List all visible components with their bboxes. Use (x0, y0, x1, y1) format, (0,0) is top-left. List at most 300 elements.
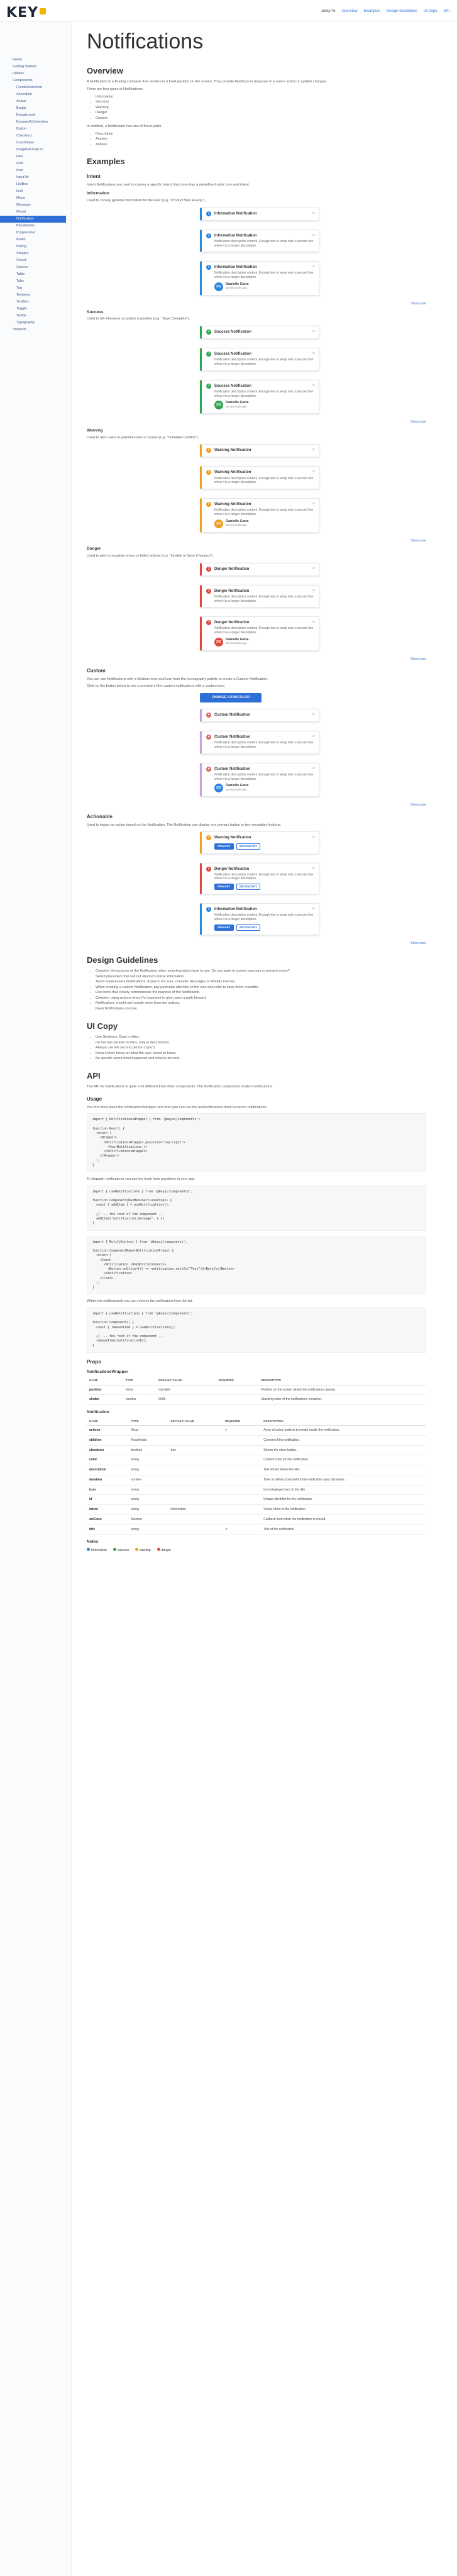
usage-text-3: Within the notificationId you can remove the notification from the list. (87, 1299, 193, 1304)
show-code-link[interactable]: Show code (410, 420, 426, 425)
table-cell: position (87, 1385, 123, 1395)
ui-copy-heading: UI Copy (87, 1021, 118, 1031)
list-item: • Select placement that will not obstruct critical information. (96, 975, 426, 980)
custom-demo (200, 709, 319, 797)
column-header: DEFAULT VALUE (156, 1377, 216, 1385)
notification-card (200, 348, 319, 371)
sidebar-item-breadcrumb[interactable]: Breadcrumb (16, 113, 36, 117)
table-cell: Time in milliseconds before the notification auto dismisses. (261, 1475, 426, 1485)
avatar: DG (214, 282, 223, 291)
list-item: • Information (96, 95, 426, 100)
sidebar-item-table[interactable]: Table (16, 272, 25, 276)
user-name: Danielle Gana (226, 784, 249, 788)
sidebar-item-utilities[interactable]: Utilities (13, 72, 25, 75)
table-cell: Array of action buttons to render inside the notification. (261, 1426, 426, 1436)
warning-icon: ! (206, 448, 211, 453)
notification-user (214, 638, 314, 647)
table-cell (223, 1455, 261, 1465)
table-cell: Title of the notification. (261, 1524, 426, 1535)
types-intro: There are four types of Notifications: (87, 87, 144, 91)
table-row (87, 1426, 426, 1436)
logo[interactable]: KEY (6, 4, 46, 23)
close-icon[interactable]: × (312, 713, 315, 718)
sidebar-item-menu[interactable]: Menu (16, 196, 25, 200)
column-header: TYPE (129, 1418, 168, 1426)
table-cell: string (129, 1524, 168, 1535)
sidebar-item-select[interactable]: Select (16, 258, 26, 262)
custom-heading: Custom (87, 667, 106, 674)
table-cell: string (129, 1485, 168, 1495)
table-cell: function (129, 1514, 168, 1524)
avatar: DG (214, 638, 223, 647)
custom-icon: ♥ (206, 767, 211, 772)
table-cell (216, 1395, 259, 1405)
legend-item (157, 1548, 172, 1553)
list-item: • When creating a custom Notification, pay particular attention to the icon and color to keep them readable. (96, 985, 426, 991)
notification-card (200, 498, 319, 533)
notification-description: Notification description content. Enough text to wrap onto a second line when it is a longer description. (214, 913, 314, 922)
table-cell: ✔ (223, 1524, 261, 1535)
primary-action-button[interactable]: PRIMARY (214, 884, 234, 890)
success-text: Used to tell whenever an action is positive (e.g. "Save Complete"). (87, 317, 190, 321)
success-heading: Success (87, 309, 104, 314)
top-nav-examples[interactable]: Examples (363, 9, 380, 13)
table-cell: Unique identifier for the notification. (261, 1495, 426, 1505)
table-cell: title (87, 1524, 129, 1535)
notification-card (200, 326, 319, 339)
information-text: Used to convey general information for the user (e.g. "Product Was Ready"). (87, 199, 206, 203)
table-cell (168, 1465, 222, 1475)
types-list (96, 95, 426, 121)
table-cell: onClose (87, 1514, 129, 1524)
api-text: The API for Notifications is quite a bit different from other components. The Notification component renders notifications. (87, 1085, 273, 1089)
column-header: DEFAULT VALUE (168, 1418, 222, 1426)
danger-demo (200, 563, 319, 651)
table-cell: string (129, 1455, 168, 1465)
information-icon: i (206, 265, 211, 270)
sidebar-item-flex[interactable]: Flex (16, 155, 23, 158)
notification-title: Custom Notification (214, 713, 250, 718)
code-block: import { useNotifications } from '@keyui/components'; function Component() { const { removeItem } = useNotifications(); // ... the rest of the component ... removeItem(notificationId); } (87, 1307, 426, 1353)
page-title: Notifications (87, 30, 204, 53)
notification-card (200, 380, 319, 414)
secondary-action-button[interactable]: SECONDARY (236, 843, 261, 850)
show-code-link[interactable]: Show code (410, 538, 426, 543)
notification-title: Information Notification (214, 908, 257, 912)
top-nav-overview[interactable]: Overview (341, 9, 358, 13)
show-code-link[interactable]: Show code (410, 301, 426, 306)
uicopy-list (96, 1035, 426, 1062)
table-row (87, 1495, 426, 1505)
sidebar-item-getting started[interactable]: Getting Started (13, 65, 36, 69)
notification-card (200, 261, 319, 296)
notification-description: Notification description content. Enough text to wrap onto a second line when it is a longer description. (214, 626, 314, 635)
legend-item (135, 1548, 151, 1553)
table-cell: Visual intent of the notification. (261, 1505, 426, 1515)
legend-dot-icon (113, 1548, 116, 1551)
notification-title: Information Notification (214, 233, 257, 238)
danger-icon: ! (206, 567, 211, 572)
custom-text: You can use Notifications with a Medium tone and Icon from the Iconography palette to create a Custom Notification. (87, 677, 268, 681)
sidebar-item-accordion[interactable]: Accordion (16, 92, 32, 96)
table-cell (168, 1514, 222, 1524)
actionable-demo (200, 831, 319, 935)
sidebar-item-countdown[interactable]: Countdown (16, 141, 35, 145)
user-time: 32 seconds ago (226, 642, 247, 646)
danger-heading: Danger (87, 547, 101, 552)
close-icon[interactable]: × (312, 735, 315, 740)
notification-description: Notification description content. Enough text to wrap onto a second line when it is a longer description. (214, 476, 314, 485)
notification-card (200, 831, 319, 853)
sidebar-item-checkbox[interactable]: Checkbox (16, 134, 32, 138)
table-cell: string (129, 1495, 168, 1505)
list-item: • Custom (96, 116, 426, 121)
table-cell: children (87, 1435, 129, 1445)
table-cell: ✔ (223, 1426, 261, 1436)
usage-text-2: To dispatch notifications you use the hook from anywhere in your app. (87, 1177, 195, 1182)
close-icon[interactable]: × (312, 330, 315, 334)
code-block: import { useNotifications } from '@keyui/components'; function Component(NavMenuSectionsProps) { const { addItem } = useNotifications(); // ... the rest of the component ... addItem("notification.message", { }) } (87, 1185, 426, 1231)
sidebar-item-tabs[interactable]: Tabs (16, 279, 24, 283)
user-info (226, 638, 248, 647)
user-info (226, 401, 248, 409)
table-cell: Stacking order of the notifications container. (258, 1395, 426, 1405)
table-row (87, 1485, 426, 1495)
table-cell: icon (87, 1485, 129, 1495)
list-item: • Consider the purpose of the Notification when selecting which type to use. Do you want to convey success or present errors? (96, 969, 426, 974)
secondary-action-button[interactable]: SECONDARY (236, 884, 261, 890)
notification-title: Warning Notification (214, 448, 251, 453)
notification-description: Notification description content. Enough text to wrap onto a second line when it is a longer description. (214, 508, 314, 516)
close-icon[interactable]: × (312, 233, 315, 238)
notification-card (200, 208, 319, 221)
code-block: import { NotificationsWrapper } from '@keyui/components'; function Root() { return ( <Wrapper> <NotificationsWrapper position="top-right"> <YourNotifications /> </NotificationsWrapper> </Wrapper> ); } (87, 1113, 426, 1172)
user-info (226, 519, 248, 528)
sidebar-item-toggle[interactable]: Toggle (16, 307, 27, 311)
top-nav-label: Jump To (321, 9, 336, 13)
notification-card (200, 616, 319, 651)
information-demo (200, 208, 319, 296)
warning-demo (200, 444, 319, 532)
notification-title: Danger Notification (214, 589, 250, 593)
notification-card (200, 585, 319, 608)
actionable-heading: Actionable (87, 814, 113, 820)
table-cell: Text shown below the title. (261, 1465, 426, 1475)
warning-text: Used to alert users to potential risks or issues (e.g. "Schedule Conflict"). (87, 435, 199, 440)
table-cell: color (87, 1455, 129, 1465)
close-icon[interactable]: × (312, 211, 315, 216)
notification-title: Success Notification (214, 330, 252, 334)
intent-text: Intent Notifications are used to convey a specific intent. Each one has a predefined color, icon and intent. (87, 182, 250, 187)
sidebar-item-rating[interactable]: Rating (16, 245, 27, 248)
table-cell (168, 1455, 222, 1465)
notification-card (200, 763, 319, 797)
sidebar-item-textarea[interactable]: Textarea (16, 293, 30, 297)
list-item: • Success (96, 100, 426, 105)
primary-action-button[interactable]: PRIMARY (214, 843, 234, 850)
table-row (87, 1445, 426, 1455)
notification-description: Notification description content. Enough text to wrap onto a second line when it is a longer description. (214, 872, 314, 881)
top-nav-design[interactable]: Design Guidelines (386, 9, 417, 13)
notification-description: Notification description content. Enough text to wrap onto a second line when it is a longer description. (214, 772, 314, 781)
notification-title: Danger Notification (214, 621, 250, 625)
close-icon[interactable]: × (312, 907, 315, 912)
close-icon[interactable]: × (312, 470, 315, 475)
table-cell: Shows the close button. (261, 1445, 426, 1455)
avatar: DG (214, 401, 223, 409)
main-content (87, 28, 426, 1553)
sidebar-item-typography[interactable]: Typography (16, 321, 35, 325)
table-cell (223, 1475, 261, 1485)
sidebar-item-home[interactable]: Home (13, 58, 22, 62)
table-row (87, 1514, 426, 1524)
table-cell: top-right (156, 1385, 216, 1395)
warning-icon: ! (206, 470, 211, 475)
sidebar-item-avatar[interactable]: Avatar (16, 99, 27, 103)
table-cell: string (123, 1385, 156, 1395)
notification-card (200, 466, 319, 489)
table-cell: Array (129, 1426, 168, 1436)
table-cell (223, 1505, 261, 1515)
table-cell: zIndex (87, 1395, 123, 1405)
notification-description: Notification description content. Enough text to wrap onto a second line when it is a longer description. (214, 239, 314, 248)
notification-title: Custom Notification (214, 735, 250, 740)
close-icon[interactable]: × (312, 265, 315, 270)
table-cell: Icon displayed next to the title. (261, 1485, 426, 1495)
user-time: 32 seconds ago (226, 287, 247, 291)
close-icon[interactable]: × (312, 502, 315, 507)
legend-item (113, 1548, 129, 1553)
props-notification-heading: Notification (87, 1410, 109, 1415)
overview-text: A Notification is a floating container that renders in a fixed position on the screen. They provide feedback in response to a user's action or system changes. (87, 80, 328, 84)
column-header: NAME (87, 1418, 129, 1426)
close-icon[interactable]: × (312, 383, 315, 388)
sidebar-item-textbox[interactable]: TextBox (16, 300, 29, 304)
sidebar-item-radio[interactable]: Radio (16, 238, 26, 242)
table-cell: number (129, 1475, 168, 1485)
column-header: TYPE (123, 1377, 156, 1385)
list-item: • Keep Notifications concise. (96, 1007, 426, 1012)
table-cell: Callback fired when the notification is closed. (261, 1514, 426, 1524)
close-icon[interactable]: × (312, 620, 315, 625)
legend-dot-icon (87, 1548, 90, 1551)
legend-dot-icon (135, 1548, 138, 1551)
notification-title: Success Notification (214, 384, 252, 388)
close-icon[interactable]: × (312, 588, 315, 593)
table-row (87, 1475, 426, 1485)
table-cell (216, 1385, 259, 1395)
sidebar-item-comboselection[interactable]: ComboSelection (16, 86, 43, 89)
custom-icon: ♥ (206, 735, 211, 740)
intent-legend (87, 1548, 426, 1553)
notification-actions (214, 924, 314, 931)
sidebar-item-modal[interactable]: Modal (16, 210, 26, 214)
table-cell: Custom color for the notification. (261, 1455, 426, 1465)
close-icon[interactable]: × (312, 766, 315, 771)
legend-item (87, 1548, 107, 1553)
top-nav-api[interactable]: API (443, 9, 449, 13)
close-icon[interactable]: × (312, 835, 315, 840)
user-name: Danielle Gana (226, 401, 249, 405)
danger-icon: ! (206, 589, 211, 594)
secondary-action-button[interactable]: SECONDARY (236, 924, 261, 931)
sidebar-item-button[interactable]: Button (16, 127, 27, 131)
sidebar-item-grid[interactable]: Grid (16, 162, 23, 165)
table-row (87, 1465, 426, 1475)
list-item: • Avoid unnecessary Notifications. If you're not sure, consider Messages or Modals instead. (96, 980, 426, 985)
table-row (87, 1435, 426, 1445)
sidebar-item-draganddroplist[interactable]: DragAndDropList (16, 148, 43, 152)
parts-intro: In addition, a Notification has one of these parts: (87, 125, 162, 129)
column-header: DESCRIPTION (258, 1377, 426, 1385)
user-name: Danielle Gana (226, 282, 249, 286)
sidebar-item-browserasselection[interactable]: BrowserAsSelection (16, 120, 48, 124)
column-header: NAME (87, 1377, 123, 1385)
show-code-link[interactable]: Show code (410, 941, 426, 945)
table-cell (223, 1495, 261, 1505)
top-nav-uicopy[interactable]: UI Copy (423, 9, 438, 13)
sidebar-item-components[interactable]: Components (13, 79, 33, 82)
table-row (87, 1395, 426, 1405)
table-cell (168, 1426, 222, 1436)
notification-card (200, 863, 319, 895)
table-row (87, 1505, 426, 1515)
notification-description: Notification description content. Enough text to wrap onto a second line when it is a longer description. (214, 389, 314, 398)
table-cell (223, 1514, 261, 1524)
column-header: REQUIRED (223, 1418, 261, 1426)
close-icon[interactable]: × (312, 866, 315, 871)
success-icon: ✓ (207, 330, 211, 334)
user-info (226, 282, 248, 291)
sidebar-item-spinner[interactable]: Spinner (16, 265, 29, 269)
sidebar-item-notification[interactable]: Notification (0, 216, 66, 223)
sidebar-item-snippets[interactable]: Snippets (13, 328, 26, 331)
sidebar-item-progressbar[interactable]: Progressbar (16, 231, 36, 235)
table-cell (168, 1435, 222, 1445)
notification-card (200, 230, 319, 253)
table-cell: Content of the notification. (261, 1435, 426, 1445)
user-name: Danielle Gana (226, 638, 249, 642)
table-cell: closeIcon (87, 1445, 129, 1455)
information-icon: i (206, 211, 211, 216)
close-icon[interactable]: × (312, 448, 315, 453)
table-cell: information (168, 1505, 222, 1515)
notification-title: Danger Notification (214, 867, 250, 871)
table-cell: intent (87, 1505, 129, 1515)
list-item: • Use Sentence Case in titles. (96, 1035, 426, 1040)
props-table-wrapper (87, 1377, 426, 1405)
top-nav (321, 9, 449, 14)
sidebar-item-listbox[interactable]: ListBox (16, 182, 28, 186)
notification-description: Notification description content. Enough text to wrap onto a second line when it is a longer description. (214, 741, 314, 749)
avatar: DG (214, 784, 223, 792)
notes-heading: Notes (87, 1540, 99, 1545)
change-icon-color-button[interactable]: CHANGE ICON/COLOR (200, 693, 262, 702)
success-icon: ✓ (207, 352, 211, 357)
notification-user (214, 282, 314, 291)
api-heading: API (87, 1070, 101, 1080)
table-cell (168, 1485, 222, 1495)
sidebar-item-message[interactable]: Message (16, 203, 31, 207)
sidebar-item-link[interactable]: Link (16, 189, 23, 193)
sidebar-item-icon[interactable]: Icon (16, 169, 23, 172)
user-time: 32 seconds ago (226, 405, 247, 409)
notification-title: Information Notification (214, 211, 257, 216)
usage-text: You first must place the NotificationsWrapper and then you can use the useNotifications hook to render notifications. (87, 1105, 267, 1109)
table-cell: true (168, 1445, 222, 1455)
logo-mark-icon (40, 8, 46, 14)
table-cell: id (87, 1495, 129, 1505)
information-heading: Information (87, 191, 109, 196)
custom-text-2: Click on the button below to see a preview of the custom notifications with a custom icon. (87, 684, 226, 689)
legend-label: success (118, 1548, 129, 1553)
table-cell: ReactNode (129, 1435, 168, 1445)
table-cell: Position on the screen where the notifications appear. (258, 1385, 426, 1395)
notification-title: Warning Notification (214, 836, 251, 840)
list-item: • Danger (96, 111, 426, 116)
parts-list (96, 132, 426, 148)
props-wrapper-heading: NotificationsWrapper (87, 1369, 128, 1374)
show-code-link[interactable]: Show code (410, 803, 426, 808)
notification-title: Warning Notification (214, 502, 251, 507)
actionable-text: Used to trigger an action based on the Notification. The Notification can display one primary button or two secondary buttons. (87, 823, 282, 827)
sidebar-item-tag[interactable]: Tag (16, 286, 23, 290)
table-cell: duration (87, 1475, 129, 1485)
list-item: • Always use the second person ("you"). (96, 1046, 426, 1051)
table-row (87, 1385, 426, 1395)
notification-user (214, 784, 314, 792)
table-cell: actions (87, 1426, 129, 1436)
table-cell (223, 1465, 261, 1475)
sidebar-item-tooltip[interactable]: Tooltip (16, 314, 27, 318)
notification-description: Notification description content. Enough text to wrap onto a second line when it is a longer description. (214, 358, 314, 366)
sidebar-item-stepper[interactable]: Stepper (16, 252, 29, 255)
actionable-icon: i (206, 835, 211, 840)
sidebar-item-placeholder[interactable]: Placeholder (16, 224, 35, 228)
notification-actions (214, 884, 314, 890)
close-icon[interactable]: × (312, 566, 315, 571)
notification-title: Information Notification (214, 265, 257, 270)
close-icon[interactable]: × (312, 352, 315, 357)
table-cell (168, 1524, 222, 1535)
examples-heading: Examples (87, 157, 125, 167)
table-cell (168, 1475, 222, 1485)
intent-heading: Intent (87, 174, 101, 179)
table-cell (223, 1485, 261, 1495)
sidebar-item-inputtel[interactable]: InputTel (16, 175, 29, 179)
show-code-link[interactable]: Show code (410, 657, 426, 661)
primary-action-button[interactable]: PRIMARY (214, 924, 234, 931)
design-guidelines-heading: Design Guidelines (87, 955, 158, 965)
list-item: • Warning (96, 106, 426, 111)
notification-card (200, 444, 319, 457)
sidebar-item-badge[interactable]: Badge (16, 106, 27, 110)
user-info (226, 784, 248, 792)
list-item: • Keep it brief; focus on what the user needs to know. (96, 1052, 426, 1057)
props-heading: Props (87, 1358, 101, 1365)
design-list (96, 969, 426, 1011)
table-cell: description (87, 1465, 129, 1475)
list-item: • Description (96, 132, 426, 137)
list-item: • Use icons that closely communicate the purpose of the Notification. (96, 991, 426, 996)
notification-user (214, 401, 314, 409)
notification-title: Danger Notification (214, 567, 250, 571)
notification-description: Notification description content. Enough text to wrap onto a second line when it is a longer description. (214, 271, 314, 280)
custom-icon: ♥ (206, 713, 211, 718)
top-bar (0, 0, 457, 21)
props-table-notification (87, 1418, 426, 1535)
actionable-icon: i (206, 907, 211, 912)
